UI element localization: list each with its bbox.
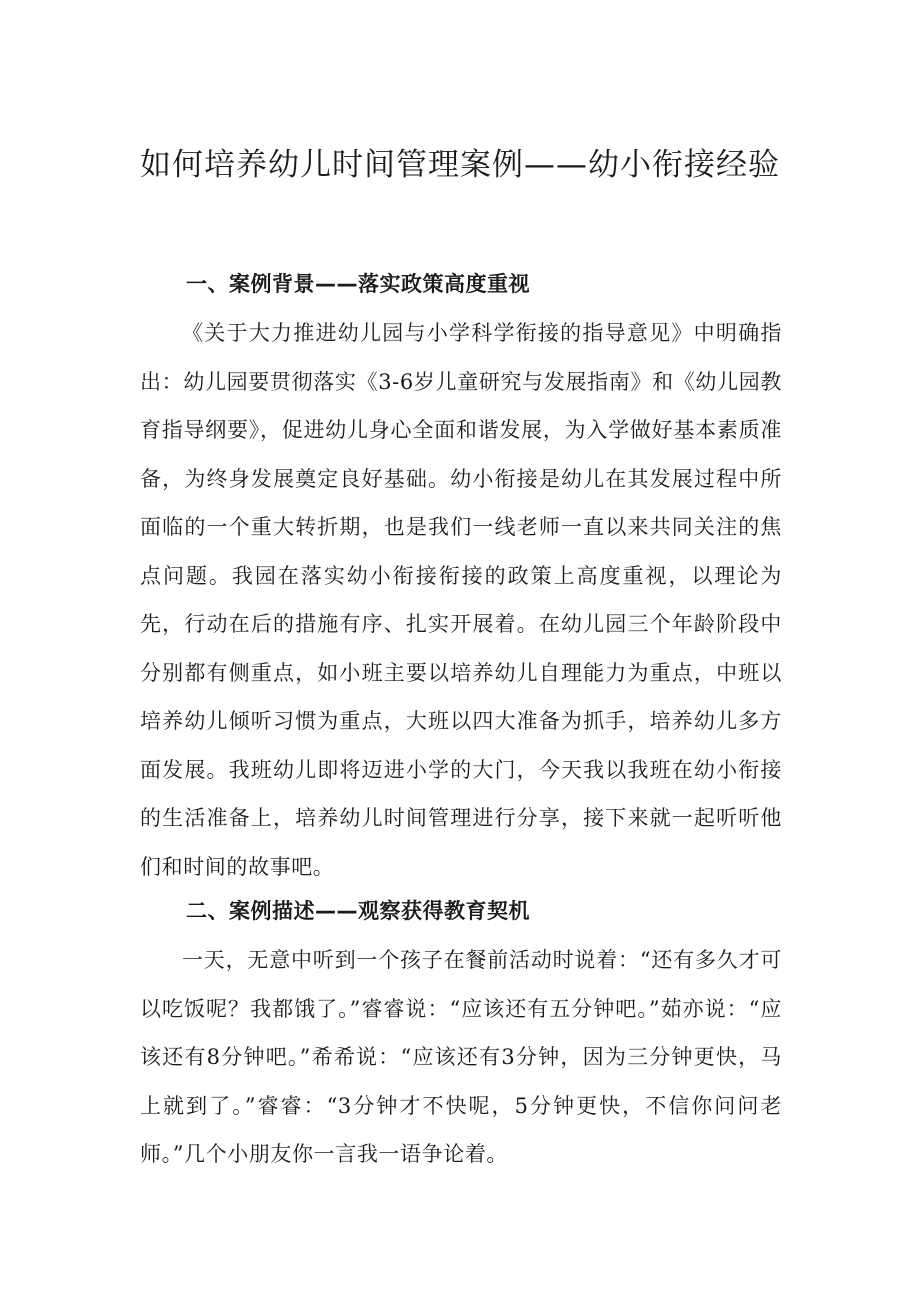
section-heading-background: 一、案例背景——落实政策高度重视 [186, 272, 530, 296]
section-paragraph-description: 一天，无意中听到一个孩子在餐前活动时说着：“还有多久才可以吃饭呢？我都饿了。”睿睿说：“应该还有五分钟吧。”茹亦说：“应该还有8分钟吧。”希希说：“应该还有3分钟，因为三分钟更快，马上就到了。”睿睿：“3分钟才不快呢，5分钟更快，不信你问问老师。”几个小朋友你一言我一语争论着。 [140, 948, 782, 1166]
section-heading-description: 二、案例描述——观察获得教育契机 [186, 899, 530, 923]
section-paragraph-background: 《关于大力推进幼儿园与小学科学衔接的指导意见》中明确指出：幼儿园要贯彻落实《3-6岁儿童研究与发展指南》和《幼儿园教育指导纲要》，促进幼儿身心全面和谐发展，为入学做好基本素质准备，为终身发展奠定良好基础。幼小衔接是幼儿在其发展过程中所面临的一个重大转折期，也是我们一线老师一直以来共同关注的焦点问题。我园在落实幼小衔接衔接的政策上高度重视，以理论为先，行动在后的措施有序、扎实开展着。在幼儿园三个年龄阶段中分别都有侧重点，如小班主要以培养幼儿自理能力为重点，中班以培养幼儿倾听习惯为重点，大班以四大准备为抓手，培养幼儿多方面发展。我班幼儿即将迈进小学的大门，今天我以我班在幼小衔接的生活准备上，培养幼儿时间管理进行分享，接下来就一起听听他们和时间的故事吧。 [140, 321, 782, 879]
document-title: 如何培养幼儿时间管理案例——幼小衔接经验 [140, 147, 780, 183]
